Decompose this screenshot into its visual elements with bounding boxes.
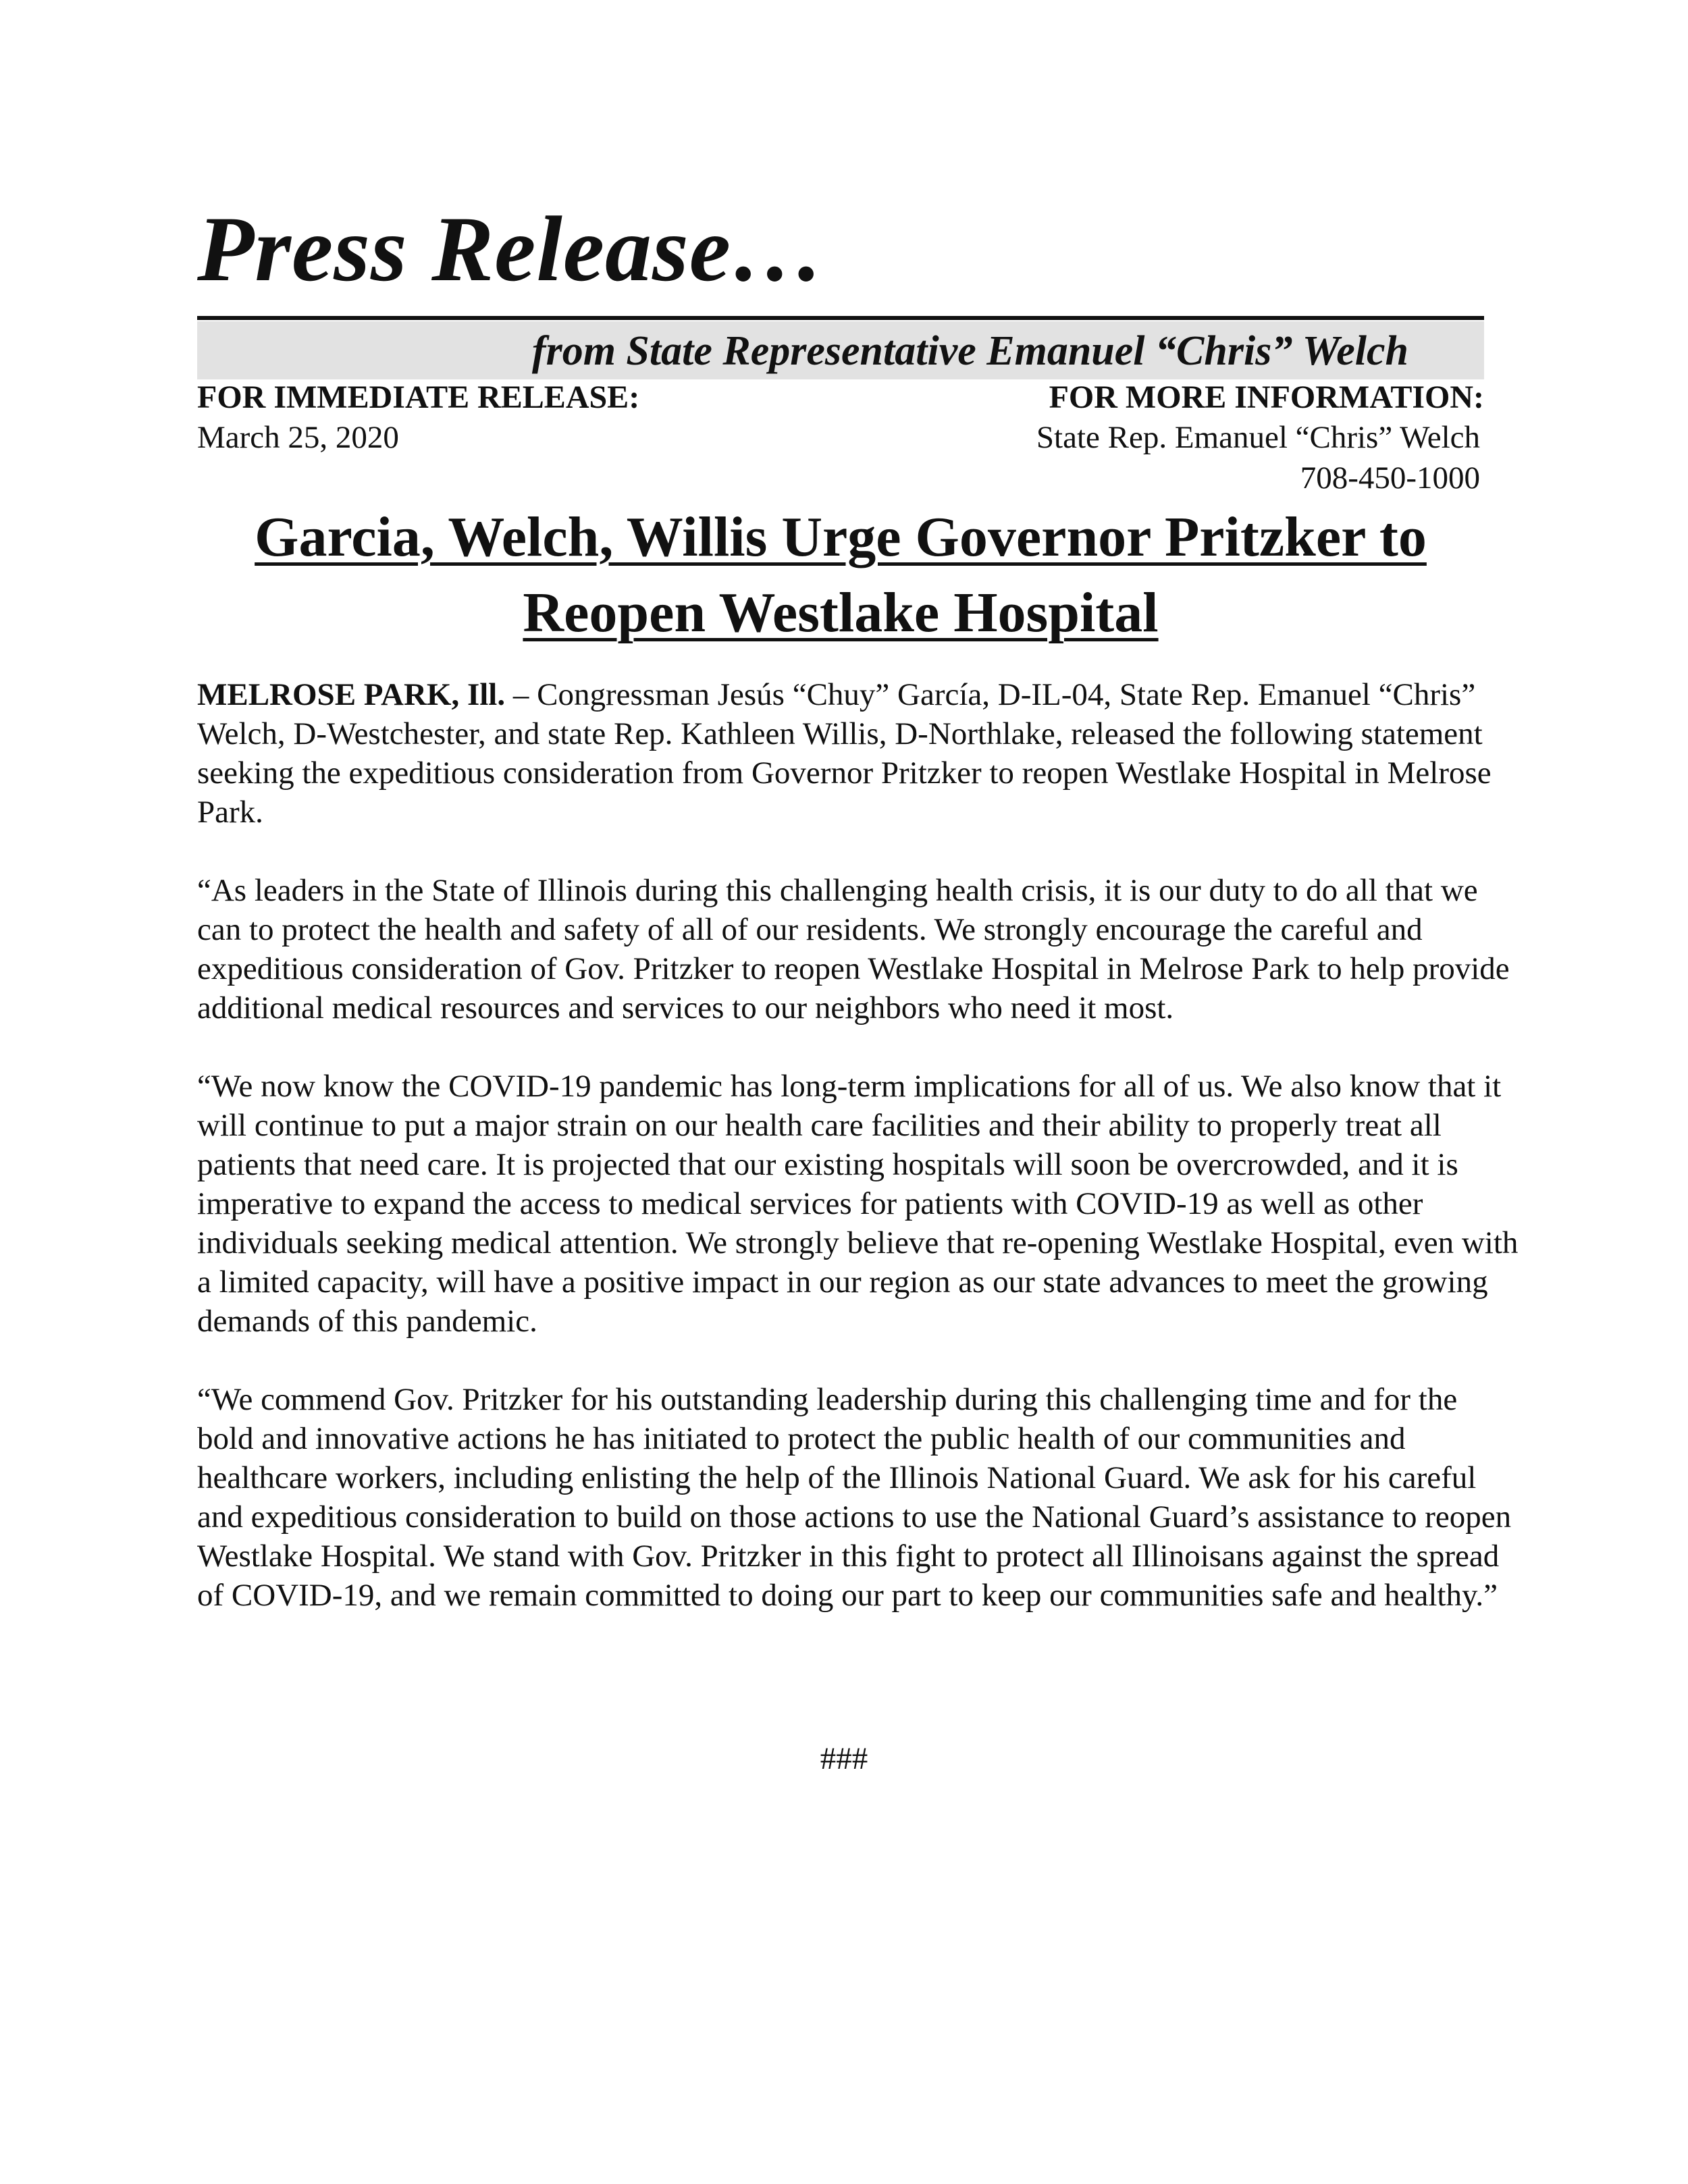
article-body <box>197 675 1521 1654</box>
dateline: MELROSE PARK, Ill. <box>197 677 506 712</box>
end-mark: ### <box>820 1741 868 1776</box>
immediate-release-label: FOR IMMEDIATE RELEASE: <box>197 379 640 415</box>
paragraph-4: “We commend Gov. Pritzker for his outstanding leadership during this challenging time and for the bold and innovative actions he has initiated to protect the public health of our communities and healthcare workers, including enlisting the help of the Illinois National Guard. We ask for his careful and expeditious consideration to build on those actions to use the National Guard’s assistance to reopen Westlake Hospital. We stand with Gov. Pritzker in this fight to protect all Illinoisans against the spread of COVID-19, and we remain committed to doing our part to keep our communities safe and healthy.” <box>197 1382 1512 1613</box>
masthead-rule <box>197 316 1484 320</box>
headline-line-2: Reopen Westlake Hospital <box>523 581 1159 644</box>
headline-line-1: Garcia, Welch, Willis Urge Governor Pritzker to <box>255 506 1427 568</box>
headline <box>197 500 1484 651</box>
masthead-title: Press Release… <box>197 197 826 300</box>
more-information-label: FOR MORE INFORMATION: <box>1049 379 1484 415</box>
contact-name: State Rep. Emanuel “Chris” Welch <box>1036 420 1480 455</box>
release-date: March 25, 2020 <box>197 420 399 455</box>
lead-text: – Congressman Jesús “Chuy” García, D-IL-04, State Rep. Emanuel “Chris” Welch, D-Westchester, and state Rep. Kathleen Willis, D-Northlake, released the following statement seeking the expeditious consideration from Governor Pritzker to reopen Westlake Hospital in Melrose Park. <box>197 677 1492 830</box>
paragraph-2: “As leaders in the State of Illinois during this challenging health crisis, it is our duty to do all that we can to protect the health and safety of all of our residents. We strongly encourage the careful and expeditious consideration of Gov. Pritzker to reopen Westlake Hospital in Melrose Park to help provide additional medical resources and services to our neighbors who need it most. <box>197 873 1510 1026</box>
masthead-subtitle: from State Representative Emanuel “Chris” Welch <box>531 328 1408 374</box>
lead-paragraph <box>197 675 1521 832</box>
contact-phone: 708-450-1000 <box>1300 460 1480 496</box>
paragraph-3: “We now know the COVID-19 pandemic has long-term implications for all of us. We also know that it will continue to put a major strain on our health care facilities and their ability to properly treat all patients that need care. It is projected that our existing hospitals will soon be overcrowded, and it is imperative to expand the access to medical services for patients with COVID-19 as well as other individuals seeking medical attention. We strongly believe that re-opening Westlake Hospital, even with a limited capacity, will have a positive impact in our region as our state advances to meet the growing demands of this pandemic. <box>197 1069 1519 1339</box>
subtitle-band <box>197 321 1484 379</box>
